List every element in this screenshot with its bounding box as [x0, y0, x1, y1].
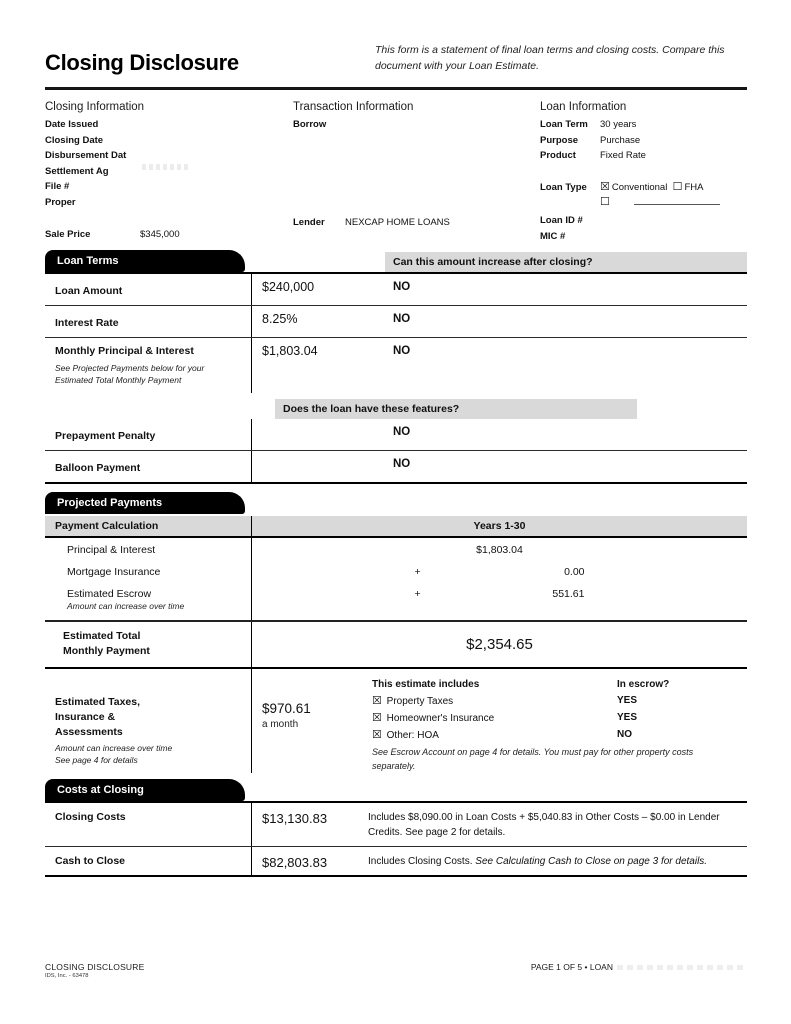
- property-label: Proper: [45, 196, 76, 208]
- estimated-total-row: [45, 620, 747, 669]
- date-issued-label: Date Issued: [45, 119, 99, 130]
- cash-to-close-row: [45, 847, 747, 877]
- interest-rate-value: 8.25%: [262, 312, 298, 326]
- sale-price-row: [45, 227, 293, 243]
- loan-amount-value: $240,000: [262, 280, 315, 294]
- mortgage-insurance-value: 0.00: [564, 566, 585, 578]
- page-title: Closing Disclosure: [45, 50, 239, 75]
- interest-rate-label: Interest Rate: [55, 317, 119, 329]
- info-row: [45, 148, 293, 164]
- costs-at-closing-tab: Costs at Closing: [45, 779, 245, 801]
- purpose-row: [540, 133, 747, 149]
- loan-amount-row: [45, 274, 747, 306]
- closing-information-heading: Closing Information: [45, 101, 145, 113]
- checkbox-checked-icon: ☒: [372, 729, 382, 742]
- estimated-taxes-block: [45, 669, 747, 773]
- footer-page-number: PAGE 1 OF 5 • LOAN: [531, 962, 747, 979]
- info-row: [45, 195, 293, 211]
- loan-type-fha: FHA: [684, 181, 704, 193]
- loan-term-label: Loan Term: [540, 119, 588, 130]
- cash-to-close-label: Cash to Close: [45, 847, 252, 875]
- closing-costs-desc: Includes $8,090.00 in Loan Costs + $5,040.83 in Other Costs – $0.00 in Lender Credits. See page 2 for details.: [368, 812, 720, 839]
- property-taxes-label: Property Taxes: [386, 696, 454, 708]
- redaction-smudge: [142, 164, 190, 170]
- years-column-label: Years 1-30: [473, 520, 526, 532]
- features-question-band: Does the loan have these features?: [275, 399, 637, 419]
- closing-costs-value: $13,130.83: [262, 811, 328, 827]
- mortgage-insurance-label: Mortgage Insurance: [45, 560, 252, 582]
- cash-to-close-value: $82,803.83: [262, 855, 328, 871]
- purpose-label: Purpose: [540, 134, 579, 146]
- property-taxes-escrow: YES: [617, 695, 638, 707]
- prepayment-penalty-label: Prepayment Penalty: [55, 430, 156, 442]
- estimated-escrow-value: 551.61: [552, 588, 585, 600]
- document-header: [45, 42, 747, 76]
- estimated-escrow-row: [45, 582, 747, 620]
- lender-label: Lender: [293, 216, 325, 228]
- loan-type-other-row: [540, 195, 747, 211]
- header-subtitle: This form is a statement of final loan terms and closing costs. Compare this document with your Loan Estimate.: [375, 44, 725, 73]
- monthly-pi-note: See Projected Payments below for your Estimated Total Monthly Payment: [55, 363, 205, 386]
- loan-type-conventional: Conventional: [611, 181, 668, 193]
- purpose-value: Purchase: [600, 134, 641, 146]
- cash-to-close-desc: Includes Closing Costs. See Calculating Cash to Close on page 3 for details.: [368, 856, 708, 868]
- info-row: [45, 117, 293, 133]
- product-value: Fixed Rate: [600, 150, 646, 162]
- closing-costs-label: Closing Costs: [45, 803, 252, 846]
- includes-item: [372, 693, 617, 710]
- includes-item: [372, 710, 617, 727]
- other-hoa-escrow: NO: [617, 729, 632, 741]
- prepayment-penalty-row: [45, 419, 747, 451]
- mortgage-insurance-row: [45, 560, 747, 582]
- payment-calculation-label: Payment Calculation: [45, 516, 252, 536]
- features-question-row: [45, 393, 747, 419]
- projected-payments-tab: Projected Payments: [45, 492, 245, 514]
- monthly-pi-answer: NO: [393, 345, 411, 357]
- footer-vendor: IDS, Inc. - 63478: [45, 973, 89, 979]
- checkbox-checked-icon: ☒: [372, 712, 382, 725]
- estimated-taxes-label: Estimated Taxes, Insurance & Assessments: [55, 696, 141, 738]
- settlement-agent-label: Settlement Ag: [45, 165, 109, 177]
- checkbox-unchecked-icon: ☐: [600, 196, 610, 209]
- estimated-taxes-amount-suffix: a month: [262, 719, 299, 731]
- lender-value: NEXCAP HOME LOANS: [345, 216, 450, 228]
- monthly-pi-value: $1,803.04: [262, 344, 318, 358]
- checkbox-unchecked-icon: ☐: [672, 180, 683, 193]
- loan-information-column: [540, 101, 747, 244]
- homeowners-insurance-label: Homeowner's Insurance: [386, 713, 495, 725]
- lender-row: [293, 215, 540, 231]
- includes-item: [372, 727, 617, 744]
- closing-information-column: [45, 101, 293, 244]
- principal-interest-row: [45, 538, 747, 560]
- checkbox-checked-icon: ☒: [600, 180, 610, 193]
- page-footer: [45, 962, 747, 979]
- disbursement-date-label: Disbursement Dat: [45, 150, 127, 162]
- closing-date-label: Closing Date: [45, 134, 104, 146]
- balloon-payment-answer: NO: [393, 458, 411, 470]
- projected-payments-header: [45, 492, 747, 514]
- estimate-includes-heading: This estimate includes: [372, 679, 480, 691]
- info-row: [45, 164, 293, 180]
- interest-rate-answer: NO: [393, 313, 411, 325]
- estimated-escrow-label: Estimated Escrow: [67, 588, 152, 600]
- loan-information-heading: Loan Information: [540, 101, 627, 113]
- borrower-row: [293, 117, 540, 133]
- estimated-total-label: Estimated Total Monthly Payment: [63, 630, 150, 658]
- plus-sign: +: [414, 566, 421, 578]
- loan-type-options: [600, 180, 704, 196]
- loan-id-label: Loan ID #: [540, 214, 583, 226]
- closing-costs-row: [45, 803, 747, 847]
- transaction-information-column: [293, 101, 540, 244]
- mic-label: MIC #: [540, 230, 566, 242]
- estimated-taxes-note1: Amount can increase over time: [55, 742, 173, 753]
- costs-at-closing-header: [45, 779, 747, 803]
- monthly-pi-row: [45, 338, 747, 393]
- loan-id-row: [540, 213, 747, 229]
- footer-title: CLOSING DISCLOSURE: [45, 962, 145, 972]
- escrow-footnote: See Escrow Account on page 4 for details. You must pay for other property costs separately.: [372, 747, 694, 771]
- in-escrow-heading: In escrow?: [617, 679, 670, 691]
- monthly-pi-label: Monthly Principal & Interest: [55, 345, 194, 357]
- loan-amount-answer: NO: [393, 281, 411, 293]
- homeowners-insurance-escrow: YES: [617, 712, 638, 724]
- redaction-smudge: [617, 965, 747, 970]
- estimated-taxes-note2: See page 4 for details: [55, 755, 138, 766]
- loan-term-value: 30 years: [600, 119, 637, 130]
- prepayment-penalty-answer: NO: [393, 426, 411, 438]
- file-number-label: File #: [45, 181, 70, 193]
- balloon-payment-row: [45, 451, 747, 484]
- mic-row: [540, 229, 747, 245]
- estimated-taxes-amount: $970.61: [262, 701, 311, 717]
- info-row: [45, 133, 293, 149]
- interest-rate-row: [45, 306, 747, 338]
- borrower-label: Borrow: [293, 119, 327, 130]
- loan-terms-tab: Loan Terms: [45, 250, 245, 272]
- principal-interest-value: $1,803.04: [476, 544, 523, 556]
- sale-price-label: Sale Price: [45, 228, 91, 240]
- estimated-total-value: $2,354.65: [466, 636, 533, 654]
- loan-terms-header: [45, 250, 747, 274]
- checkbox-checked-icon: ☒: [372, 695, 382, 708]
- increase-question-band: Can this amount increase after closing?: [385, 252, 747, 272]
- loan-term-row: [540, 117, 747, 133]
- loan-type-row: [540, 180, 747, 196]
- payment-calculation-header: [45, 516, 747, 538]
- info-columns: [45, 90, 747, 242]
- loan-type-label: Loan Type: [540, 181, 587, 193]
- balloon-payment-label: Balloon Payment: [55, 462, 141, 474]
- product-label: Product: [540, 150, 576, 162]
- loan-amount-label: Loan Amount: [55, 285, 123, 297]
- plus-sign: +: [414, 588, 421, 600]
- sale-price-value: $345,000: [140, 228, 180, 240]
- estimated-escrow-note: Amount can increase over time: [67, 601, 185, 611]
- product-row: [540, 148, 747, 164]
- loan-type-blank-line: [634, 196, 720, 205]
- principal-interest-label: Principal & Interest: [45, 538, 252, 560]
- info-row: [45, 179, 293, 195]
- transaction-information-heading: Transaction Information: [293, 101, 414, 113]
- other-hoa-label: Other: HOA: [386, 730, 439, 742]
